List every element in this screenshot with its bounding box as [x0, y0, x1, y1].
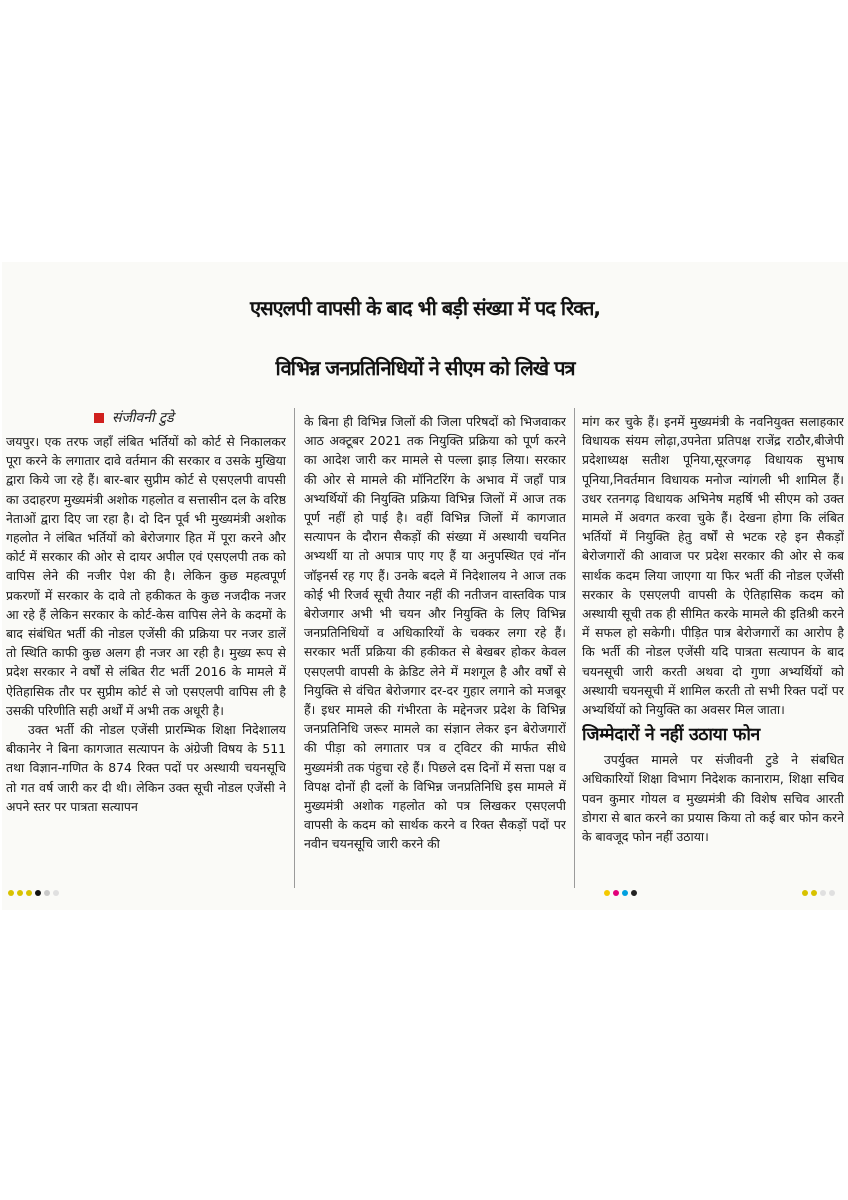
registration-dot-icon [622, 890, 628, 896]
byline [94, 408, 174, 427]
byline-text: संजीवनी टुडे [112, 410, 174, 426]
column-3-paragraph-1: मांग कर चुके हैं। इनमें मुख्यमंत्री के नवनियुक्त सलाहकार विधायक संयम लोढ़ा,उपनेता प्रतिपक्ष राजेंद्र राठौर,बीजेपी प्रदेशाध्यक्ष सतीश पूनिया,सूरजगढ़ विधायक सुभाष पूनिया,निवर्तमान विधायक मनोज न्यांगली भी शामिल हैं। उधर रतनगढ़ विधायक अभिनेष महर्षि भी सीएम को उक्त मामले में अवगत करवा चुके हैं। देखना होगा कि लंबित भर्तियों में नियुक्ति हेतु वर्षों से भटक रहे इन सैकड़ों बेरोजगारों की आवाज पर प्रदेश सरकार की ओर से कब सार्थक कदम लिया जाएगा या फिर भर्ती की नोडल एजेंसी सरकार के एसएलपी वापसी के ऐतिहासिक कदम को अस्थायी सूची तक ही सीमित करके मामले की इतिश्री करने में सफल हो सकेगी। पीड़ित पात्र बेरोजगारों का आरोप है कि भर्ती की नोडल एजेंसी यदि पात्रता सत्यापन के बाद चयनसूची जारी करती अथवा दो गुणा अभ्यर्थियों को अस्थायी चयनसूची में शामिल करती तो सभी रिक्त पदों पर अभ्यर्थियों को नियुक्ति का अवसर मिल जाता। [582, 414, 844, 718]
registration-dot-icon [613, 890, 619, 896]
column-3-paragraph-2: उपर्युक्त मामले पर संजीवनी टुडे ने संबधित अधिकारियों शिक्षा विभाग निदेशक कानाराम, शिक्षा सचिव पवन कुमार गोयल व मुख्यमंत्री की विशेष सचिव आरती डोगरा से बात करने का प्रयास किया तो कई बार फोन करने के बावजूद फोन नहीं उठाया। [582, 752, 844, 845]
column-2-paragraph-1: के बिना ही विभिन्न जिलों की जिला परिषदों को भिजवाकर आठ अक्टूबर 2021 तक नियुक्ति प्रक्रिया को पूर्ण करने का आदेश जारी कर मामले से पल्ला झाड़ लिया। सरकार की ओर से मामले की मॉनिटरिंग के अभाव में जहाँ पात्र अभ्यर्थियों की नियुक्ति प्रक्रिया विभिन्न जिलों में आज तक पूर्ण नहीं हो पाई है। वहीं विभिन्न जिलों में कागजात सत्यापन के दौरान सैकड़ों की संख्या में अस्थायी चयनित अभ्यर्थी या तो अपात्र पाए गए हैं या अनुपस्थित एवं नॉन जॉइनर्स रह गए हैं। उनके बदले में निदेशालय ने आज तक कोई भी रिजर्व सूची तैयार नहीं की नतीजन वास्तविक पात्र बेरोजगार अभी भी चयन और नियुक्ति के लिए विभिन्न जनप्रतिनिधियों व अधिकारियों के चक्कर लगा रहे हैं। सरकार भर्ती प्रक्रिया की हकीकत से बेखबर होकर केवल एसएलपी वापसी के क्रेडिट लेने में मशगूल है और वर्षों से नियुक्ति से वंचित बेरोजगार दर-दर गुहार लगाने को मजबूर हैं। इधर मामले की गंभीरता के मद्देनजर प्रदेश के विभिन्न जनप्रतिनिधि जरूर मामले का संज्ञान लेकर इन बेरोजगारों की पीड़ा को लगातार पत्र व ट्विटर की मार्फत सीधे मुख्यमंत्री तक पंहुचा रहे हैं। पिछले दस दिनों में सत्ता पक्ष व विपक्ष दोनों ही दलों के विभिन्न जनप्रतिनिधि इस मामले में मुख्यमंत्री अशोक गहलोत को पत्र लिखकर एसएलपी वापसी के कदम को सार्थक करने व रिक्त सैकड़ों पदों पर नवीन चयनसूचि जारी करने की [304, 414, 566, 852]
registration-marks-far-right [802, 888, 835, 898]
registration-dot-icon [811, 890, 817, 896]
registration-dot-icon [26, 890, 32, 896]
registration-dot-icon [829, 890, 835, 896]
article-column-2 [304, 412, 566, 892]
article-column-1 [6, 432, 286, 902]
registration-dot-icon [44, 890, 50, 896]
registration-dot-icon [820, 890, 826, 896]
headline-line-2: विभिन्न जनप्रतिनिधियों ने सीएम को लिखे पत्र [275, 356, 575, 380]
registration-dot-icon [8, 890, 14, 896]
registration-dot-icon [17, 890, 23, 896]
newspaper-clipping [2, 262, 848, 910]
sub-headline: जिम्मेदारों ने नहीं उठाया फोन [582, 725, 760, 746]
registration-dot-icon [35, 890, 41, 896]
registration-marks-left [8, 888, 59, 898]
registration-dot-icon [53, 890, 59, 896]
article-column-3 [582, 412, 844, 892]
column-1-paragraph-2: उक्त भर्ती की नोडल एजेंसी प्रारम्भिक शिक्षा निदेशालय बीकानेर ने बिना कागजात सत्यापन के अंग्रेजी विषय के 511 तथा विज्ञान-गणित के 874 रिक्त पदों पर अस्थायी चयनसूचि तो गत वर्ष जारी कर दी थी। लेकिन उक्त सूची नोडल एजेंसी ने अपने स्तर पर पात्रता सत्यापन [6, 722, 286, 814]
registration-dot-icon [604, 890, 610, 896]
registration-dot-icon [802, 890, 808, 896]
registration-marks-right [604, 888, 637, 898]
column-divider-2 [574, 408, 575, 888]
headline-line-1: एसएलपी वापसी के बाद भी बड़ी संख्या में पद रिक्त, [250, 296, 600, 320]
registration-dot-icon [631, 890, 637, 896]
byline-marker-icon [94, 413, 104, 423]
column-divider-1 [294, 408, 295, 888]
column-1-paragraph-1: जयपुर। एक तरफ जहाँ लंबित भर्तियों को कोर्ट से निकालकर पूरा करने के लगातार दावे वर्तमान की सरकार व उसके मुखिया द्वारा किये जा रहे हैं। बार-बार सुप्रीम कोर्ट से एसएलपी वापसी का उदाहरण मुख्यमंत्री अशोक गहलोत व सत्तासीन दल के वरिष्ठ नेताओं द्वारा दिए जा रहा है। दो दिन पूर्व भी मुख्यमंत्री अशोक गहलोत ने लंबित भर्तियों को बेरोजगार हित में पूरा करने और कोर्ट में सरकार की ओर से दायर अपील एवं एसएलपी तक को वापिस लेने की नजीर पेश की है। लेकिन कुछ महत्वपूर्ण प्रकरणों में सरकार के दावे तो हकीकत के कुछ नजदीक नजर आ रहे हैं लेकिन सरकार के कोर्ट-केस वापिस लेने के कदमों के बाद संबंधित भर्ती की नोडल एजेंसी की प्रक्रिया पर नजर डालें तो स्थिति काफी कुछ अलग ही नजर आ रही है। मुख्य रूप से प्रदेश सरकार ने वर्षों से लंबित रीट भर्ती 2016 के मामले में ऐतिहासिक तौर पर सुप्रीम कोर्ट से जो एसएलपी वापिस ली है उसकी परिणीति सही अर्थों में अभी तक अधूरी है। [6, 434, 286, 718]
